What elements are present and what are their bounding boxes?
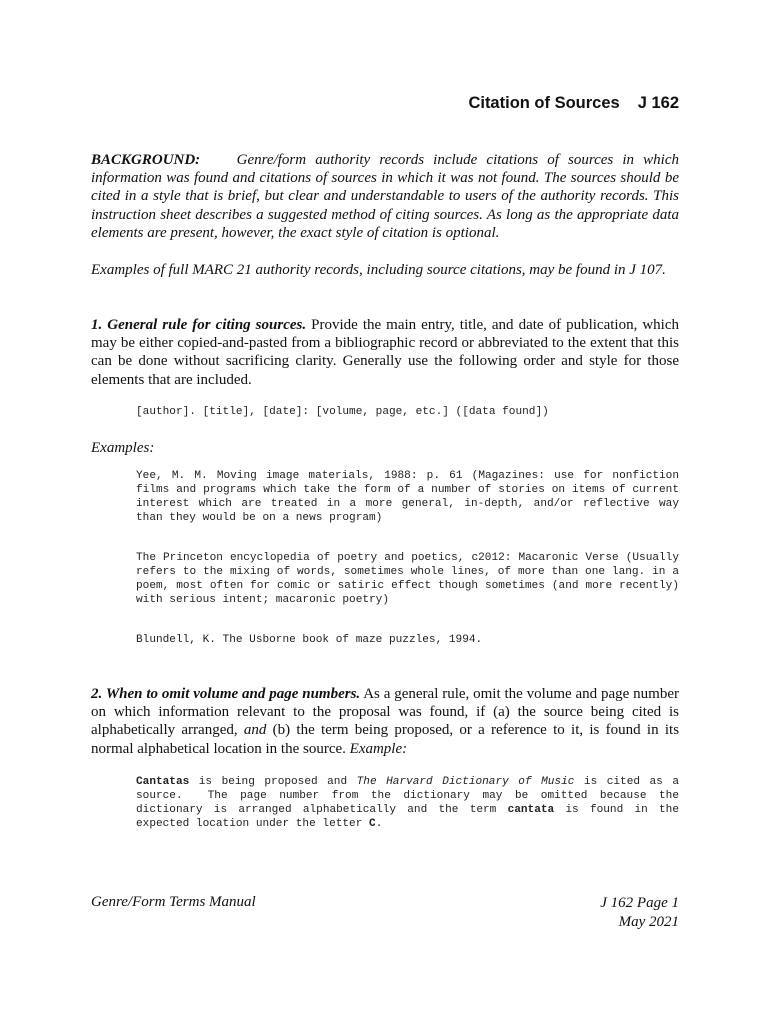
footer-page-info [600,894,679,932]
example-citation-1: Yee, M. M. Moving image materials, 1988: p. 61 (Magazines: use for nonfiction films and programs which take the form of a number of stories on items of current interest which are treated in a more general, in-depth, and/or reflective way than they would be on a news program) [136,470,686,525]
page-header [468,94,679,113]
section-1-text: Provide the main entry, title, and date of publication, which may be either copied-and-pasted from a bibliographic record or abbreviated to the extent that this can be done without sacrificing clarity. Generally use the following order and style for those elements that are included. [91,317,680,388]
background-text: Genre/form authority records include citations of sources in which information was found and citations of sources in which it was not found. The sources should be cited in a style that is brief, but clear and understandable to users of the authority records. This instruction sheet describes a suggested method of citing sources. As long as the appropriate data elements are present, however, the exact style of citation is optional. [91,152,679,241]
section-1-paragraph [91,316,679,389]
example-text-2: is cited as a source. The page number from the dictionary may be omitted because the dictionary is arranged alphabetically and the term [136,776,686,817]
example-source-title: The Harvard Dictionary of Music [356,776,575,788]
examples-label: Examples: [91,440,155,456]
example-term: Cantatas [136,776,190,788]
section-2-example [136,775,686,831]
section-2-and: and [243,722,267,739]
background-paragraph [91,151,679,242]
page-code: J 162 [637,94,679,112]
example-term-2: cantata [507,804,555,817]
section-2-text-b: (b) the term being proposed, or a reference to it, is found in its normal alphabetical location in the source. [91,722,680,757]
example-citation-3: Blundell, K. The Usborne book of maze puzzles, 1994. [136,634,483,646]
examples-note: Examples of full MARC 21 authority records, including source citations, may be found in J 107. [91,262,666,278]
background-label: BACKGROUND: [91,152,201,168]
example-text-4: . [375,818,383,831]
section-2-heading: 2. When to omit volume and page numbers. [91,686,361,702]
footer-manual-name: Genre/Form Terms Manual [91,894,256,910]
example-text-1: is being proposed and [189,776,357,788]
section-2-text-a: As a general rule, omit the volume and page number on which information relevant to the proposal was found, if (a) the source being cited is alphabetically arranged, [91,686,679,739]
footer-page-number: J 162 Page 1 [600,895,679,911]
section-1-heading: 1. General rule for citing sources. [91,317,307,333]
section-2-example-label: Example: [349,740,408,757]
page-title: Citation of Sources [468,94,620,112]
example-text-3: is found in the expected location under the letter [136,804,686,831]
footer-date: May 2021 [618,914,679,930]
example-citation-2: The Princeton encyclopedia of poetry and poetics, c2012: Macaronic Verse (Usually refers to the mixing of words, sometimes whole lines, of more than one lang. in a poem, most often for comic or satiric effect though sometimes (and more recently) with serious intent; macaronic poetry) [136,552,686,607]
citation-pattern: [author]. [title], [date]: [volume, page, etc.] ([data found]) [136,406,549,418]
example-letter: C [369,818,376,831]
section-2-paragraph [91,685,679,758]
